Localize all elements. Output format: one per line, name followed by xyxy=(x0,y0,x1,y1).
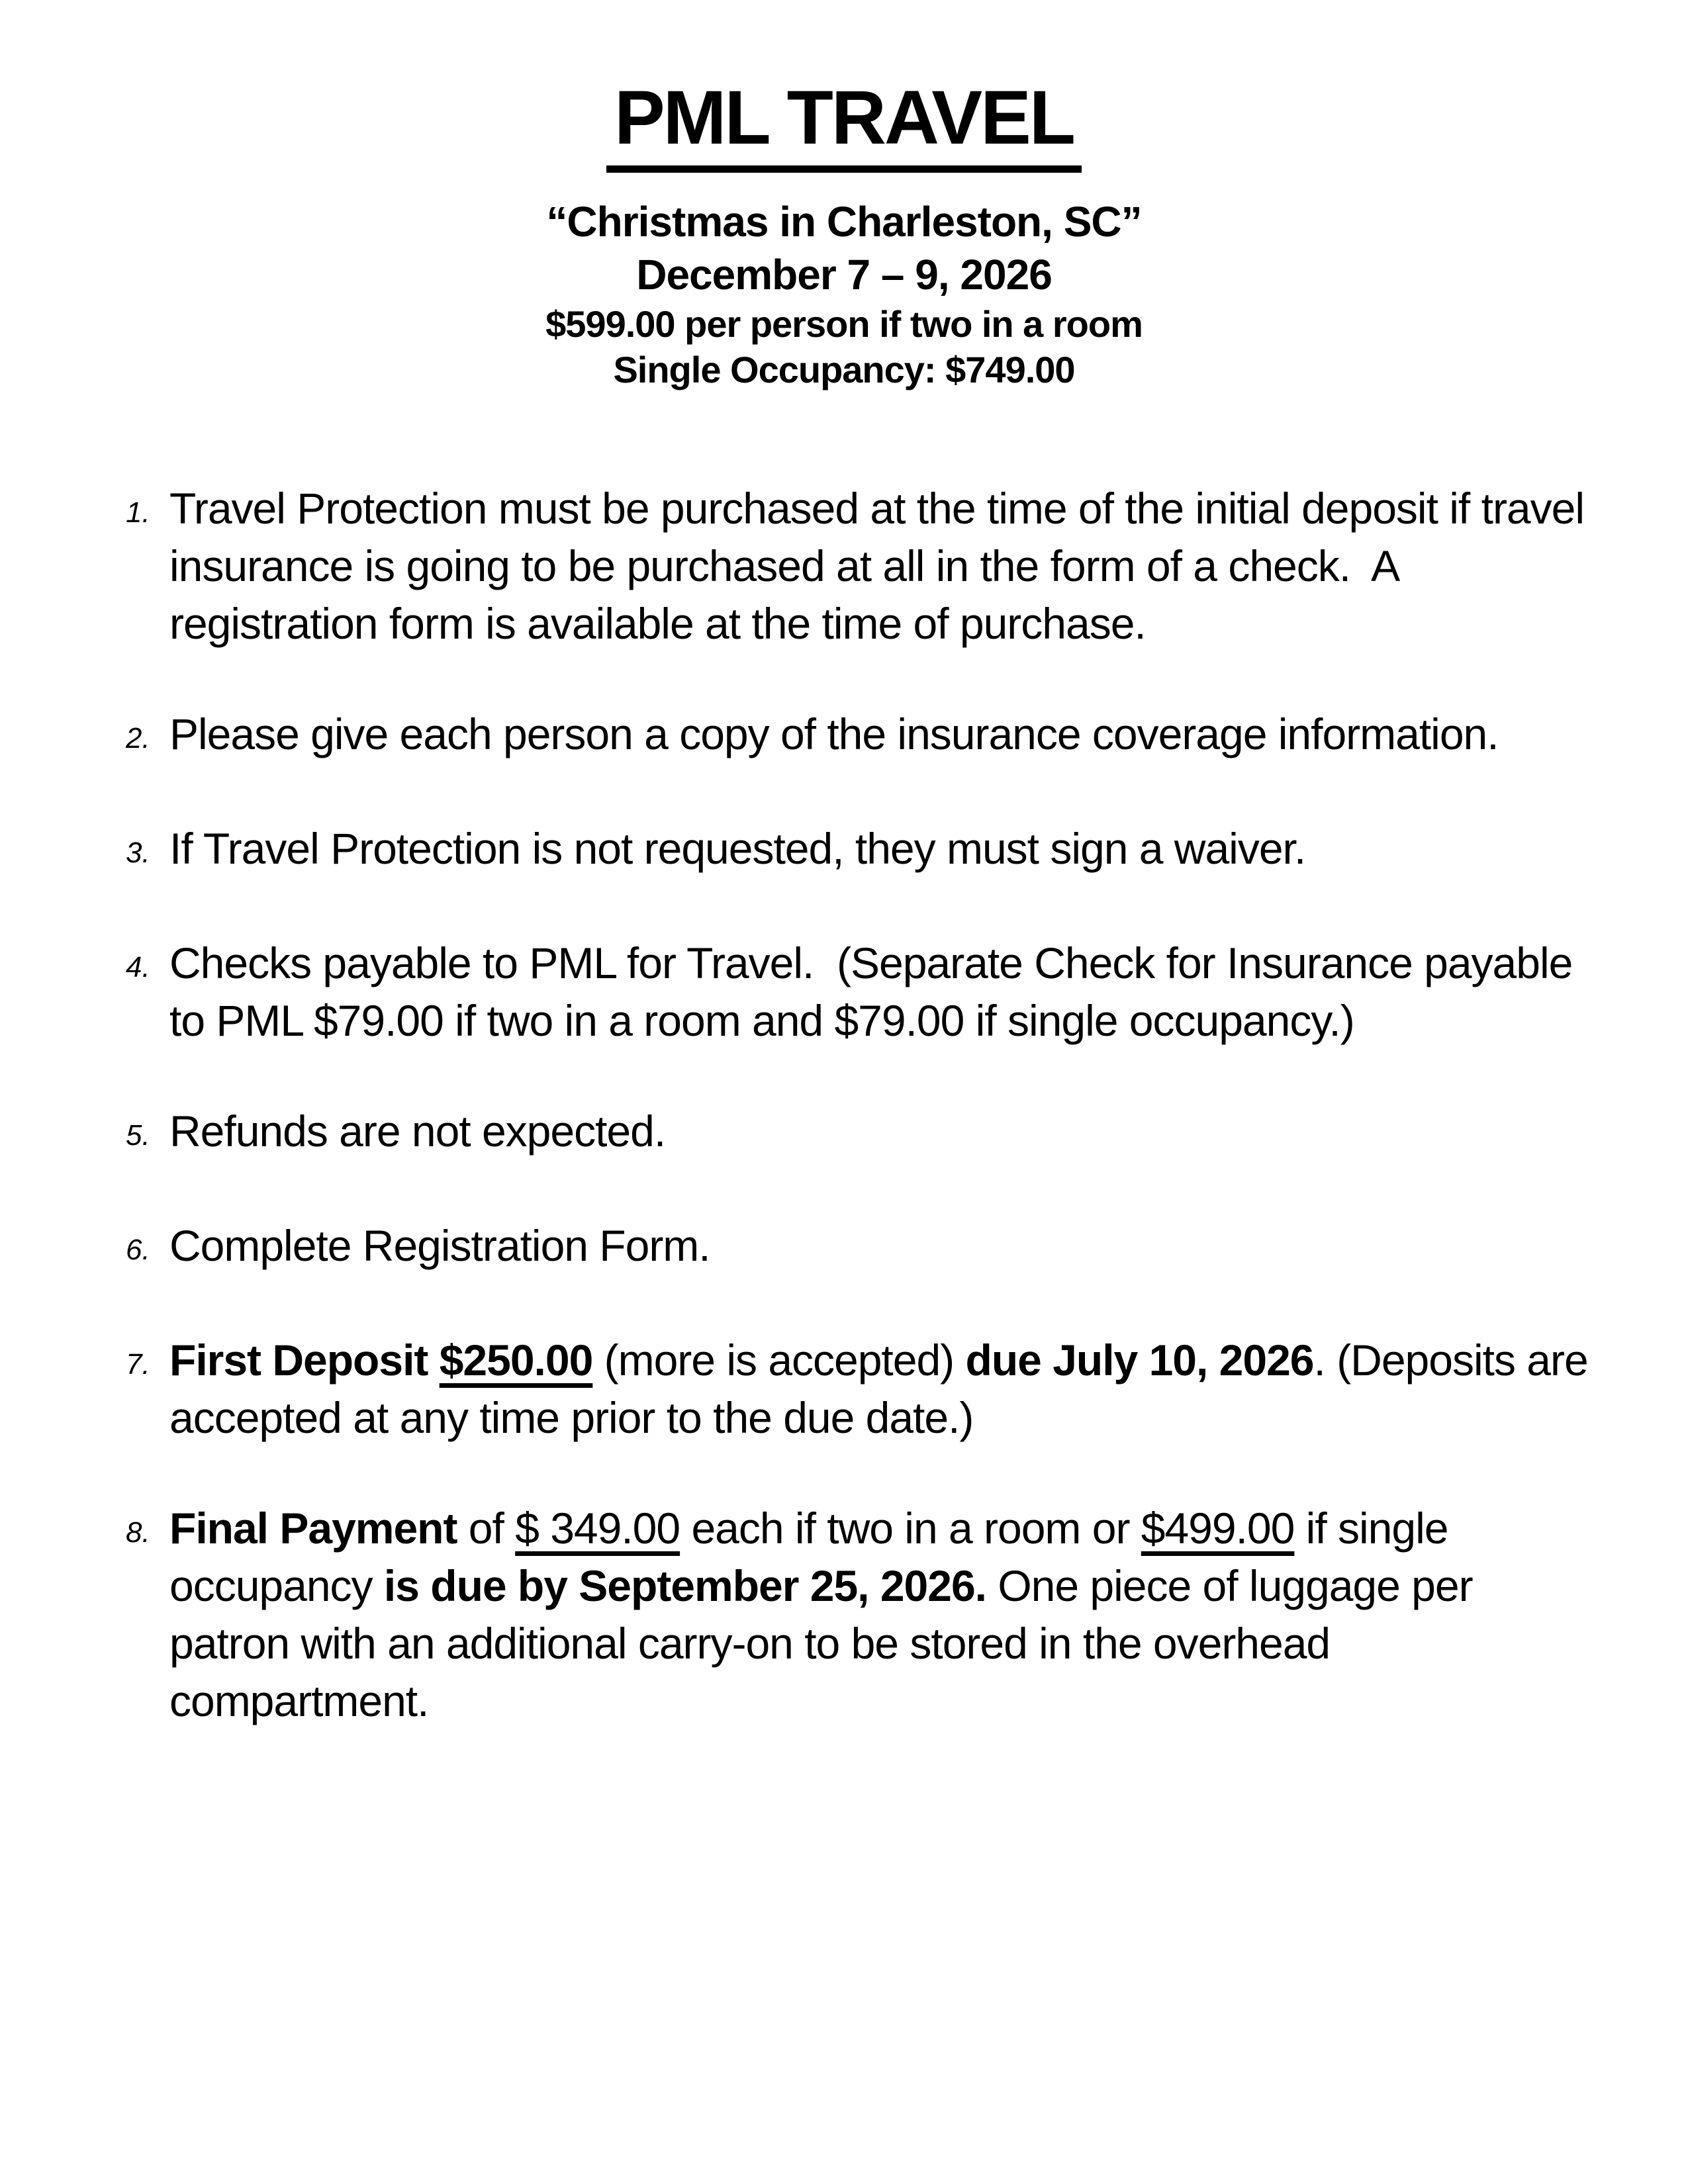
text-segment: $ 349.00 xyxy=(515,1503,680,1553)
list-item-number: 6. xyxy=(126,1233,150,1266)
numbered-list xyxy=(0,480,1688,1730)
text-segment: (more is accepted) xyxy=(592,1335,966,1385)
list-item-text xyxy=(169,705,1589,767)
list-item xyxy=(126,1103,1589,1164)
text-segment: if single occupancy xyxy=(169,1503,1460,1610)
list-item-number: 2. xyxy=(126,721,150,754)
list-item xyxy=(126,1332,1600,1447)
list-item xyxy=(126,820,1589,882)
list-item xyxy=(126,480,1596,653)
text-segment: . (Deposits are accepted at any time prior to the due date.) xyxy=(169,1335,1600,1442)
list-item-text xyxy=(169,1332,1600,1447)
text-segment: is due by September 25, 2026. xyxy=(383,1561,986,1610)
subtitle-line-trip-name: “Christmas in Charleston, SC” xyxy=(546,197,1142,246)
document-title: PML TRAVEL xyxy=(606,78,1082,173)
list-item-text xyxy=(169,1103,1589,1164)
list-item xyxy=(126,705,1589,767)
text-segment: each if two in a room or xyxy=(680,1503,1141,1553)
list-item-number: 1. xyxy=(126,496,150,529)
list-item xyxy=(126,934,1589,1050)
list-item-number: 5. xyxy=(126,1118,150,1152)
list-item-text xyxy=(169,820,1589,882)
document-subtitle xyxy=(0,195,1688,392)
text-segment: Please give each person a copy of the insurance coverage information. xyxy=(169,709,1499,758)
list-item-number: 7. xyxy=(126,1347,150,1381)
list-item xyxy=(126,1217,1589,1279)
text-segment: One piece of luggage per patron with an additional carry-on to be stored in the overhead compartment. xyxy=(169,1561,1484,1725)
text-segment: Final Payment xyxy=(169,1503,457,1553)
text-segment: First Deposit xyxy=(169,1335,440,1385)
title-row xyxy=(0,75,1688,173)
subtitle-line-dates: December 7 – 9, 2026 xyxy=(636,250,1052,298)
text-segment: Refunds are not expected. xyxy=(169,1106,666,1156)
text-segment: Checks payable to PML for Travel. (Separate Check for Insurance payable to PML $79.00 if two in a room and $79.00 if single occupancy.) xyxy=(169,938,1584,1045)
list-item-number: 4. xyxy=(126,950,150,983)
list-item-text xyxy=(169,480,1596,653)
text-segment: $499.00 xyxy=(1141,1503,1295,1553)
document-header xyxy=(0,0,1688,392)
text-segment: If Travel Protection is not requested, they must sign a waiver. xyxy=(169,823,1306,873)
list-item xyxy=(126,1500,1589,1730)
text-segment: $250.00 xyxy=(439,1335,593,1385)
list-item-text xyxy=(169,1500,1589,1730)
list-item-number: 8. xyxy=(126,1516,150,1549)
text-segment: of xyxy=(457,1503,516,1553)
list-item-text xyxy=(169,934,1589,1050)
text-segment: Travel Protection must be purchased at the time of the initial deposit if travel insurance is going to be purchased at all in the form of a check. A registration form is available at the time of purchase. xyxy=(169,483,1596,648)
text-segment: Complete Registration Form. xyxy=(169,1220,710,1270)
list-item-number: 3. xyxy=(126,836,150,869)
list-item-text xyxy=(169,1217,1589,1279)
subtitle-line-double-price: $599.00 per person if two in a room xyxy=(545,302,1143,345)
text-segment: due July 10, 2026 xyxy=(965,1335,1314,1385)
subtitle-line-single-price: Single Occupancy: $749.00 xyxy=(613,348,1075,390)
